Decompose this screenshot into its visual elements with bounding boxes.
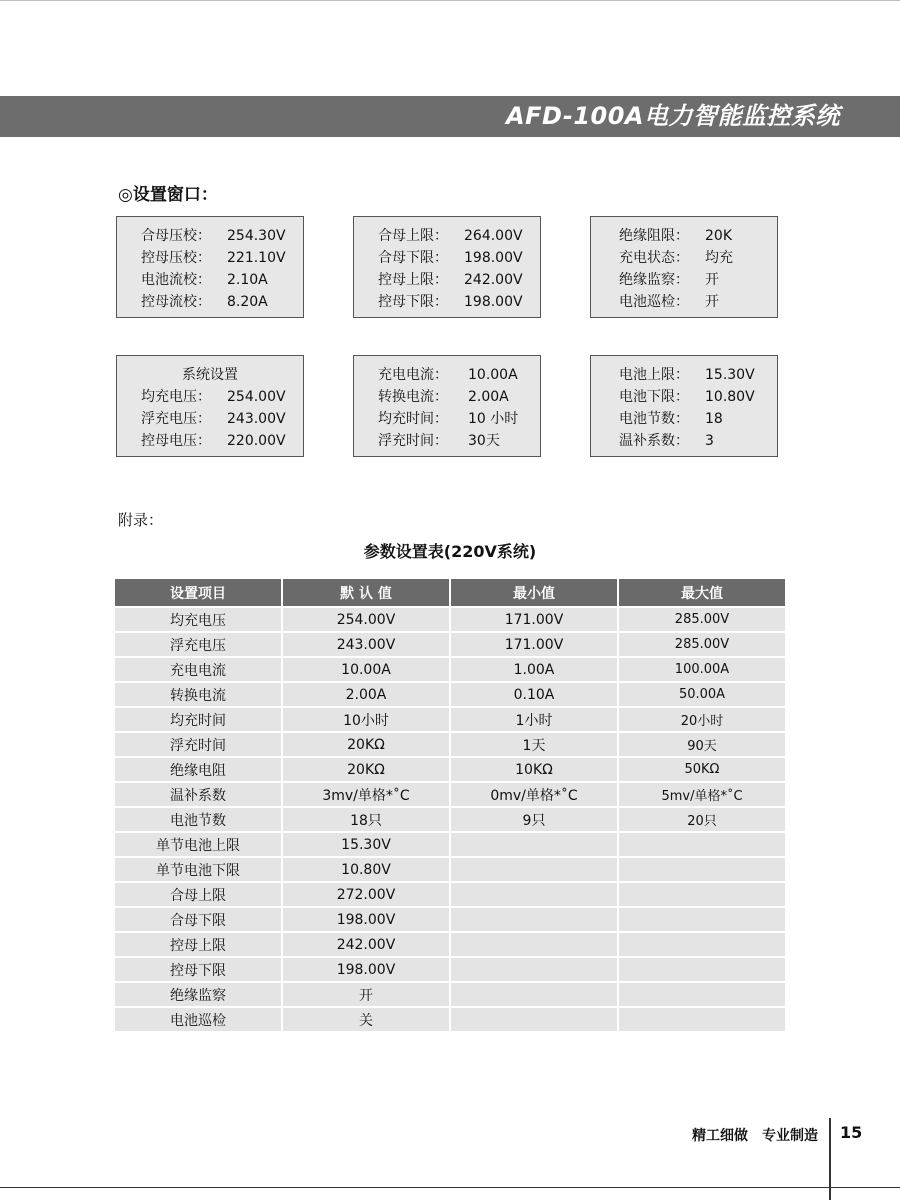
table-cell: 1.00A [451,658,617,681]
setting-label: 合母下限： [378,250,448,266]
table-cell: 254.00V [283,608,449,631]
table-cell: 充电电流 [115,658,281,681]
table-cell: 198.00V [283,908,449,931]
table-cell: 20KΩ [283,758,449,781]
settings-window-title: 系统设置 [182,367,238,383]
table-row [115,958,785,981]
table-row [115,933,785,956]
table-cell [451,983,617,1006]
table-row [115,683,785,706]
setting-value: 开 [705,294,719,310]
table-cell: 198.00V [283,958,449,981]
setting-value: 2.10A [227,272,268,288]
setting-label: 温补系数： [619,433,689,449]
table-cell: 电池巡检 [115,1008,281,1031]
table-cell: 转换电流 [115,683,281,706]
table-cell: 单节电池下限 [115,858,281,881]
param-table-header-cell: 最大值 [619,579,785,606]
table-cell: 10.00A [283,658,449,681]
table-cell: 10小时 [283,708,449,731]
table-cell [451,858,617,881]
table-row [115,808,785,831]
settings-window-3 [590,216,778,318]
setting-label: 电池流校： [141,272,211,288]
setting-label: 绝缘监察： [619,272,689,288]
table-cell: 1天 [451,733,617,756]
settings-window-row [354,430,540,452]
table-cell: 15.30V [283,833,449,856]
settings-window-row [354,364,540,386]
setting-label: 合母压校： [141,228,211,244]
setting-value: 198.00V [464,294,523,310]
setting-label: 转换电流： [378,389,448,405]
table-cell: 3mv/单格*˚C [283,783,449,806]
settings-window-4 [116,355,304,457]
table-row [115,908,785,931]
setting-value: 221.10V [227,250,286,266]
setting-label: 控母压校： [141,250,211,266]
settings-window-row [591,408,777,430]
setting-label: 控母下限： [378,294,448,310]
setting-value: 15.30V [705,367,755,383]
setting-value: 均充 [705,250,733,266]
table-cell: 20KΩ [283,733,449,756]
table-cell: 合母上限 [115,883,281,906]
table-cell [619,983,785,1006]
table-row [115,833,785,856]
settings-window-row [591,430,777,452]
param-table [113,577,787,1033]
param-table-header-cell: 设置项目 [115,579,281,606]
table-cell [619,833,785,856]
table-cell: 9只 [451,808,617,831]
table-row [115,633,785,656]
table-cell: 关 [283,1008,449,1031]
table-cell: 绝缘监察 [115,983,281,1006]
setting-label: 浮充时间： [378,433,448,449]
table-cell [619,933,785,956]
table-cell: 20只 [619,808,785,831]
setting-value: 3 [705,433,714,449]
setting-value: 254.30V [227,228,286,244]
table-cell: 90天 [619,733,785,756]
table-cell: 控母上限 [115,933,281,956]
settings-window-row [591,386,777,408]
setting-label: 绝缘阻限： [619,228,689,244]
setting-value: 8.20A [227,294,268,310]
setting-label: 电池上限： [619,367,689,383]
settings-window-1 [116,216,304,318]
table-cell: 2.00A [283,683,449,706]
table-cell: 18只 [283,808,449,831]
table-cell: 控母下限 [115,958,281,981]
table-cell [619,908,785,931]
table-cell [451,883,617,906]
table-cell: 温补系数 [115,783,281,806]
setting-value: 242.00V [464,272,523,288]
table-cell: 272.00V [283,883,449,906]
table-row [115,783,785,806]
table-cell: 合母下限 [115,908,281,931]
setting-label: 合母上限： [378,228,448,244]
setting-label: 控母流校： [141,294,211,310]
table-cell [451,833,617,856]
table-cell [451,908,617,931]
settings-window-row [117,247,303,269]
table-cell: 浮充时间 [115,733,281,756]
settings-window-5 [353,355,541,457]
settings-window-row [117,430,303,452]
setting-value: 264.00V [464,228,523,244]
appendix-label: 附录： [118,511,164,529]
table-cell: 电池节数 [115,808,281,831]
table-cell: 1小时 [451,708,617,731]
setting-value: 30天 [468,433,500,449]
setting-value: 254.00V [227,389,286,405]
param-table-body [115,608,785,1031]
table-cell [451,958,617,981]
setting-value: 198.00V [464,250,523,266]
table-row [115,758,785,781]
settings-section-title: ◎设置窗口： [118,185,218,205]
settings-window-row [354,408,540,430]
table-cell [619,958,785,981]
settings-window-row [354,386,540,408]
setting-label: 电池节数： [619,411,689,427]
settings-window-6 [590,355,778,457]
settings-window-row [354,225,540,247]
table-row [115,708,785,731]
table-row [115,883,785,906]
setting-label: 均充电压： [141,389,211,405]
table-cell: 开 [283,983,449,1006]
table-cell [619,858,785,881]
table-cell: 243.00V [283,633,449,656]
table-cell: 绝缘电阻 [115,758,281,781]
settings-window-row [591,291,777,313]
table-cell: 0mv/单格*˚C [451,783,617,806]
settings-window-row [354,269,540,291]
table-row [115,983,785,1006]
table-cell: 5mv/单格*˚C [619,783,785,806]
setting-value: 开 [705,272,719,288]
table-row [115,1008,785,1031]
page-number: 15 [840,1123,863,1142]
table-cell: 10.80V [283,858,449,881]
table-cell: 0.10A [451,683,617,706]
table-cell: 20小时 [619,708,785,731]
setting-label: 充电状态： [619,250,689,266]
param-table-title: 参数设置表(220V系统) [363,542,537,561]
settings-window-row [591,247,777,269]
param-table-header-row [115,579,785,606]
table-row [115,858,785,881]
table-cell: 均充时间 [115,708,281,731]
settings-window-row [117,408,303,430]
table-row [115,608,785,631]
table-cell: 171.00V [451,633,617,656]
header-banner [0,96,900,137]
table-cell: 100.00A [619,658,785,681]
table-cell: 285.00V [619,633,785,656]
setting-value: 18 [705,411,723,427]
settings-window-row [117,386,303,408]
setting-value: 220.00V [227,433,286,449]
table-cell: 242.00V [283,933,449,956]
settings-window-row [117,269,303,291]
param-table-header-cell: 最小值 [451,579,617,606]
settings-window-row [591,269,777,291]
setting-label: 均充时间： [378,411,448,427]
table-cell [619,883,785,906]
settings-window-row [117,291,303,313]
setting-value: 2.00A [468,389,509,405]
settings-window-2 [353,216,541,318]
table-row [115,733,785,756]
setting-label: 电池巡检： [619,294,689,310]
settings-window-row [591,225,777,247]
setting-value: 243.00V [227,411,286,427]
top-rule [0,0,900,1]
setting-label: 充电电流： [378,367,448,383]
table-cell: 50.00A [619,683,785,706]
setting-label: 控母电压： [141,433,211,449]
setting-label: 控母上限： [378,272,448,288]
setting-value: 20K [705,228,732,244]
table-cell: 浮充电压 [115,633,281,656]
setting-label: 电池下限： [619,389,689,405]
table-cell [619,1008,785,1031]
settings-window-row [354,247,540,269]
settings-window-row [354,291,540,313]
table-row [115,658,785,681]
footer-slogan: 精工细做 专业制造 [692,1128,818,1144]
table-cell [451,933,617,956]
table-cell: 均充电压 [115,608,281,631]
table-cell [451,1008,617,1031]
setting-value: 10.00A [468,367,518,383]
bottom-rule [0,1187,900,1188]
param-table-header-cell: 默 认 值 [283,579,449,606]
settings-window-row [117,225,303,247]
table-cell: 171.00V [451,608,617,631]
table-cell: 10KΩ [451,758,617,781]
document-title: AFD-100A电力智能监控系统 [506,102,840,130]
setting-value: 10 小时 [468,411,519,427]
table-cell: 285.00V [619,608,785,631]
setting-label: 浮充电压： [141,411,211,427]
table-cell: 50KΩ [619,758,785,781]
setting-value: 10.80V [705,389,755,405]
table-cell: 单节电池上限 [115,833,281,856]
settings-window-row [591,364,777,386]
